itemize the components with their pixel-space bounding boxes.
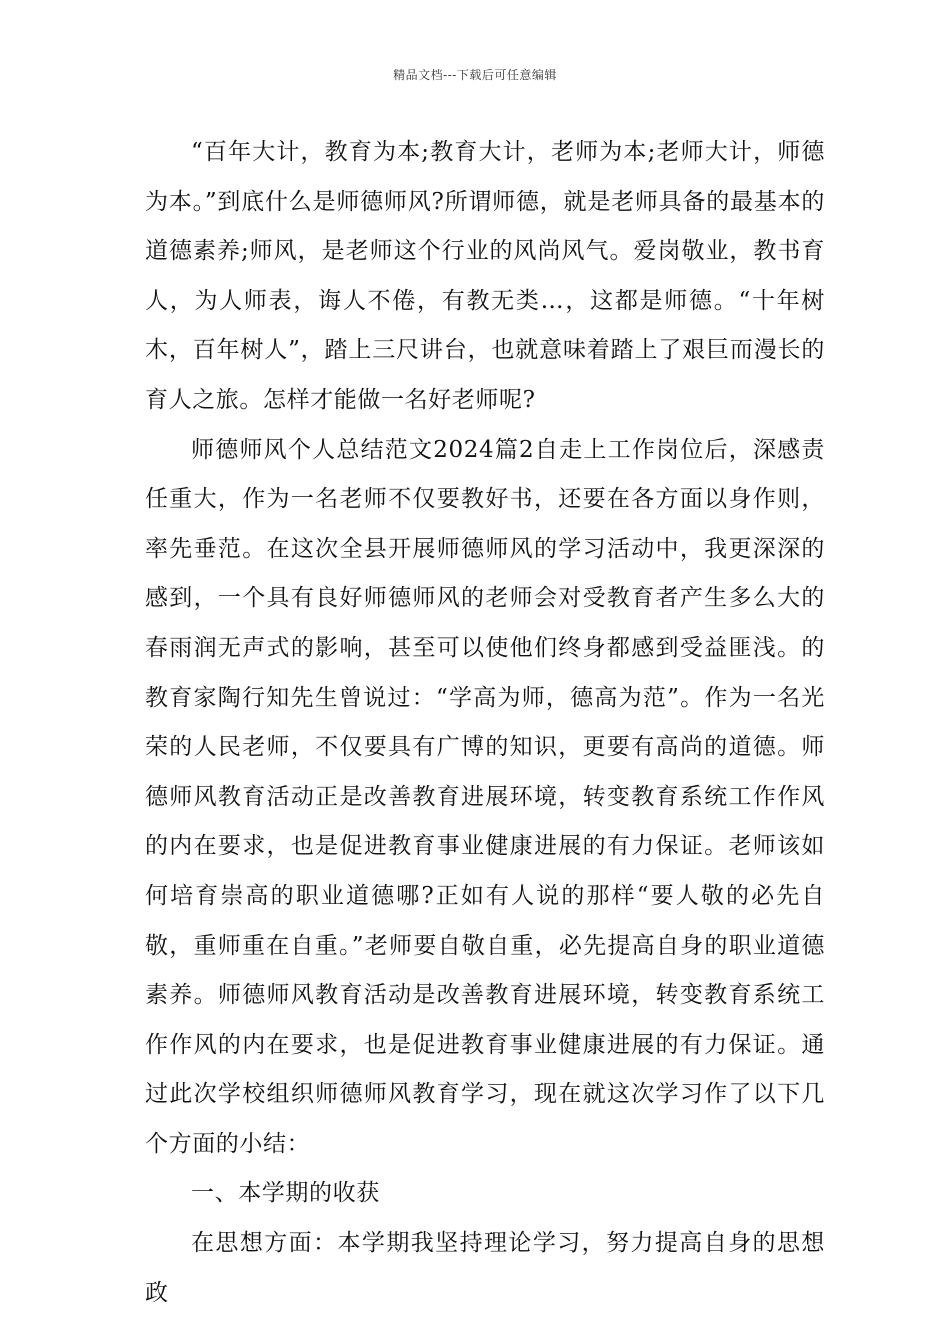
- page-header: 精品文档---下载后可任意编辑: [393, 68, 557, 82]
- document-body: [145, 128, 825, 1318]
- section-heading: 一、本学期的收获: [191, 1180, 380, 1207]
- paragraph-thought: 在思想方面：本学期我坚持理论学习，努力提高自身的思想政: [145, 1230, 825, 1306]
- paragraph-intro: “百年大计，教育为本;教育大计，老师为本;老师大计，师德为本。”到底什么是师德师风?所谓师德，就是老师具备的最基本的道德素养;师风，是老师这个行业的风尚风气。爱岗敬业，教书育人，为人师表，诲人不倦，有教无类…，这都是师德。“十年树木，百年树人”，踏上三尺讲台，也就意味着踏上了艰巨而漫长的育人之旅。怎样才能做一名好老师呢?: [145, 139, 825, 413]
- paragraph-summary: 师德师风个人总结范文2024篇2自走上工作岗位后，深感责任重大，作为一名老师不仅要教好书，还要在各方面以身作则，率先垂范。在这次全县开展师德师风的学习活动中，我更深深的感到，一个具有良好师德师风的老师会对受教育者产生多么大的春雨润无声式的影响，甚至可以使他们终身都感到受益匪浅。的教育家陶行知先生曾说过：“学高为师，德高为范”。作为一名光荣的人民老师，不仅要具有广博的知识，更要有高尚的道德。师德师风教育活动正是改善教育进展环境，转变教育系统工作作风的内在要求，也是促进教育事业健康进展的有力保证。老师该如何培育崇高的职业道德哪?正如有人说的那样“要人敬的必先自敬，重师重在自重。”老师要自敬自重，必先提高自身的职业道德素养。师德师风教育活动是改善教育进展环境，转变教育系统工作作风的内在要求，也是促进教育事业健康进展的有力保证。通过此次学校组织师德师风教育学习，现在就这次学习作了以下几个方面的小结：: [145, 436, 825, 1157]
